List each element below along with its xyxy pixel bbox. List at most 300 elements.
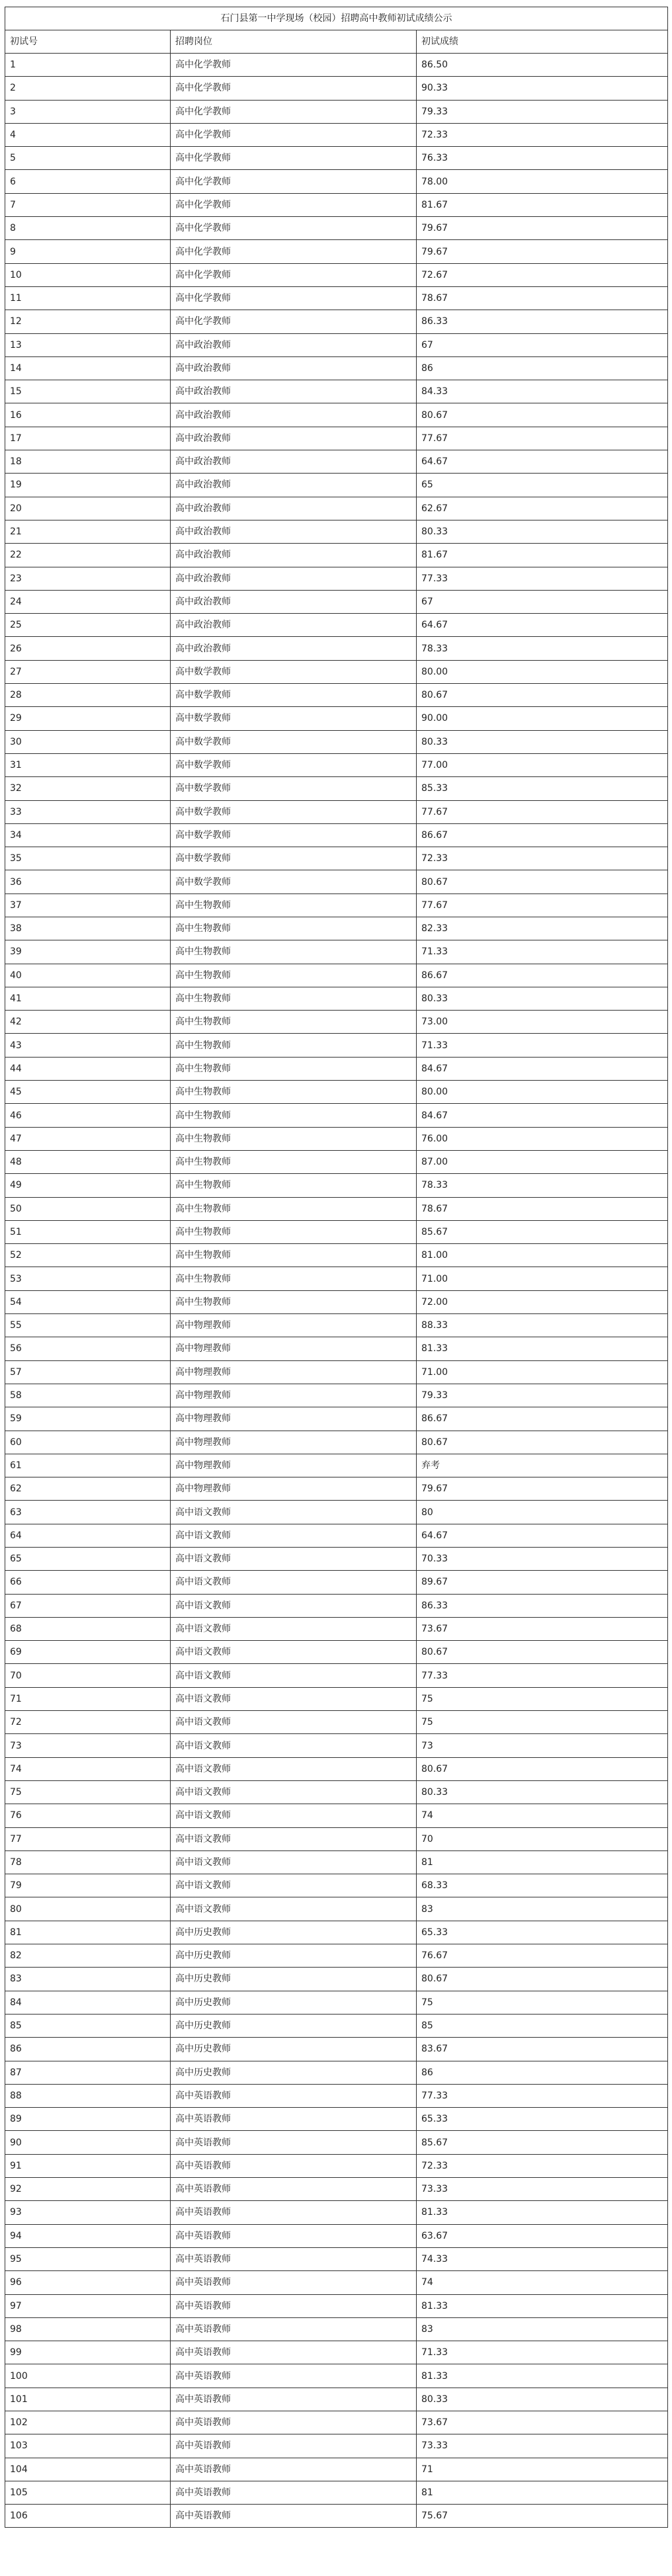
cell-exam-number: 85 — [5, 2014, 171, 2037]
cell-score: 90.33 — [417, 77, 668, 100]
cell-exam-number: 77 — [5, 1827, 171, 1850]
cell-score: 77.67 — [417, 427, 668, 450]
cell-position: 高中化学教师 — [171, 123, 417, 146]
table-row — [5, 356, 668, 380]
cell-exam-number: 94 — [5, 2224, 171, 2247]
table-row — [5, 2271, 668, 2294]
cell-position: 高中生物教师 — [171, 917, 417, 940]
cell-score: 84.67 — [417, 1057, 668, 1080]
cell-position: 高中英语教师 — [171, 2434, 417, 2458]
table-row — [5, 1897, 668, 1921]
cell-score: 81.00 — [417, 1244, 668, 1267]
table-row — [5, 2201, 668, 2224]
cell-score: 71.33 — [417, 2341, 668, 2364]
cell-position: 高中英语教师 — [171, 2084, 417, 2107]
table-row — [5, 2388, 668, 2411]
cell-exam-number: 6 — [5, 170, 171, 193]
cell-score: 83 — [417, 2317, 668, 2341]
cell-exam-number: 3 — [5, 100, 171, 123]
cell-position: 高中化学教师 — [171, 193, 417, 216]
cell-exam-number: 44 — [5, 1057, 171, 1080]
cell-exam-number: 35 — [5, 847, 171, 870]
cell-position: 高中政治教师 — [171, 614, 417, 637]
cell-score: 90.00 — [417, 707, 668, 730]
cell-score: 81.33 — [417, 2201, 668, 2224]
table-row — [5, 1150, 668, 1173]
cell-exam-number: 93 — [5, 2201, 171, 2224]
table-row — [5, 77, 668, 100]
table-row — [5, 987, 668, 1010]
cell-score: 86.33 — [417, 1594, 668, 1617]
cell-position: 高中生物教师 — [171, 1220, 417, 1243]
cell-score: 75.67 — [417, 2505, 668, 2528]
cell-position: 高中英语教师 — [171, 2201, 417, 2224]
table-row — [5, 1104, 668, 1127]
cell-score: 89.67 — [417, 1571, 668, 1594]
table-row — [5, 2038, 668, 2061]
cell-exam-number: 88 — [5, 2084, 171, 2107]
cell-position: 高中物理教师 — [171, 1337, 417, 1360]
cell-score: 71 — [417, 2458, 668, 2481]
cell-position: 高中语文教师 — [171, 1594, 417, 1617]
cell-exam-number: 18 — [5, 450, 171, 474]
cell-position: 高中化学教师 — [171, 263, 417, 286]
table-row — [5, 2014, 668, 2037]
cell-exam-number: 71 — [5, 1687, 171, 1710]
cell-position: 高中政治教师 — [171, 637, 417, 660]
cell-score: 73.33 — [417, 2434, 668, 2458]
cell-position: 高中英语教师 — [171, 2271, 417, 2294]
cell-position: 高中化学教师 — [171, 100, 417, 123]
cell-exam-number: 49 — [5, 1174, 171, 1197]
cell-position: 高中生物教师 — [171, 893, 417, 917]
cell-score: 77.00 — [417, 753, 668, 776]
cell-position: 高中物理教师 — [171, 1477, 417, 1501]
cell-score: 63.67 — [417, 2224, 668, 2247]
cell-position: 高中政治教师 — [171, 333, 417, 356]
cell-position: 高中英语教师 — [171, 2388, 417, 2411]
cell-score: 81 — [417, 1850, 668, 1874]
cell-position: 高中物理教师 — [171, 1360, 417, 1384]
cell-exam-number: 103 — [5, 2434, 171, 2458]
cell-score: 80.33 — [417, 987, 668, 1010]
cell-position: 高中英语教师 — [171, 2178, 417, 2201]
cell-position: 高中语文教师 — [171, 1711, 417, 1734]
cell-exam-number: 19 — [5, 474, 171, 497]
table-row — [5, 520, 668, 543]
table-row — [5, 1267, 668, 1290]
cell-exam-number: 81 — [5, 1921, 171, 1944]
cell-exam-number: 32 — [5, 777, 171, 800]
cell-exam-number: 54 — [5, 1290, 171, 1313]
table-row — [5, 474, 668, 497]
cell-score: 75 — [417, 1991, 668, 2014]
cell-score: 85.67 — [417, 1220, 668, 1243]
cell-position: 高中语文教师 — [171, 1734, 417, 1757]
table-row — [5, 660, 668, 683]
cell-score: 73.00 — [417, 1011, 668, 1034]
table-row — [5, 1384, 668, 1407]
cell-exam-number: 78 — [5, 1850, 171, 1874]
cell-score: 71.00 — [417, 1267, 668, 1290]
table-row — [5, 2434, 668, 2458]
cell-exam-number: 7 — [5, 193, 171, 216]
cell-exam-number: 42 — [5, 1011, 171, 1034]
cell-position: 高中化学教师 — [171, 147, 417, 170]
cell-position: 高中化学教师 — [171, 310, 417, 333]
cell-score: 80.67 — [417, 1968, 668, 1991]
cell-exam-number: 47 — [5, 1127, 171, 1150]
table-row — [5, 870, 668, 893]
cell-score: 80.67 — [417, 1641, 668, 1664]
table-row — [5, 590, 668, 613]
cell-position: 高中生物教师 — [171, 1267, 417, 1290]
cell-exam-number: 8 — [5, 217, 171, 240]
cell-score: 79.67 — [417, 217, 668, 240]
cell-score: 85.67 — [417, 2131, 668, 2154]
cell-exam-number: 28 — [5, 684, 171, 707]
cell-score: 79.67 — [417, 1477, 668, 1501]
table-row — [5, 1850, 668, 1874]
table-row — [5, 170, 668, 193]
cell-exam-number: 90 — [5, 2131, 171, 2154]
cell-exam-number: 5 — [5, 147, 171, 170]
table-row — [5, 893, 668, 917]
cell-score: 78.67 — [417, 286, 668, 310]
cell-position: 高中语文教师 — [171, 1757, 417, 1780]
table-row — [5, 707, 668, 730]
table-row — [5, 1991, 668, 2014]
cell-position: 高中英语教师 — [171, 2154, 417, 2177]
cell-position: 高中语文教师 — [171, 1524, 417, 1547]
cell-position: 高中生物教师 — [171, 1011, 417, 1034]
cell-exam-number: 51 — [5, 1220, 171, 1243]
cell-position: 高中数学教师 — [171, 870, 417, 893]
cell-exam-number: 84 — [5, 1991, 171, 2014]
cell-position: 高中政治教师 — [171, 403, 417, 427]
cell-position: 高中物理教师 — [171, 1314, 417, 1337]
table-row — [5, 1034, 668, 1057]
cell-exam-number: 12 — [5, 310, 171, 333]
cell-score: 73.67 — [417, 2411, 668, 2434]
cell-exam-number: 60 — [5, 1431, 171, 1454]
cell-score: 80.33 — [417, 730, 668, 753]
table-row — [5, 427, 668, 450]
cell-exam-number: 21 — [5, 520, 171, 543]
table-row — [5, 497, 668, 520]
cell-position: 高中数学教师 — [171, 660, 417, 683]
cell-score: 80.67 — [417, 684, 668, 707]
cell-score: 72.33 — [417, 123, 668, 146]
cell-score: 86.67 — [417, 1407, 668, 1431]
cell-exam-number: 26 — [5, 637, 171, 660]
cell-position: 高中英语教师 — [171, 2458, 417, 2481]
table-row — [5, 1804, 668, 1827]
cell-position: 高中历史教师 — [171, 2038, 417, 2061]
cell-score: 86.67 — [417, 964, 668, 987]
cell-exam-number: 102 — [5, 2411, 171, 2434]
table-row — [5, 217, 668, 240]
cell-position: 高中生物教师 — [171, 1174, 417, 1197]
cell-position: 高中化学教师 — [171, 54, 417, 77]
table-row — [5, 1127, 668, 1150]
cell-position: 高中数学教师 — [171, 730, 417, 753]
cell-exam-number: 69 — [5, 1641, 171, 1664]
cell-score: 75 — [417, 1687, 668, 1710]
cell-score: 76.33 — [417, 147, 668, 170]
cell-position: 高中生物教师 — [171, 940, 417, 964]
cell-score: 79.33 — [417, 1384, 668, 1407]
table-row — [5, 1360, 668, 1384]
cell-exam-number: 101 — [5, 2388, 171, 2411]
cell-score: 70 — [417, 1827, 668, 1850]
cell-exam-number: 92 — [5, 2178, 171, 2201]
cell-position: 高中政治教师 — [171, 520, 417, 543]
cell-score: 76.67 — [417, 1944, 668, 1968]
cell-exam-number: 79 — [5, 1874, 171, 1897]
table-row — [5, 100, 668, 123]
cell-score: 70.33 — [417, 1548, 668, 1571]
cell-score: 79.33 — [417, 100, 668, 123]
cell-exam-number: 66 — [5, 1571, 171, 1594]
cell-exam-number: 56 — [5, 1337, 171, 1360]
cell-exam-number: 96 — [5, 2271, 171, 2294]
table-row — [5, 450, 668, 474]
cell-exam-number: 1 — [5, 54, 171, 77]
cell-position: 高中语文教师 — [171, 1548, 417, 1571]
table-row — [5, 1594, 668, 1617]
cell-position: 高中化学教师 — [171, 170, 417, 193]
cell-exam-number: 17 — [5, 427, 171, 450]
cell-score: 85 — [417, 2014, 668, 2037]
cell-score: 72.00 — [417, 1290, 668, 1313]
cell-position: 高中政治教师 — [171, 380, 417, 403]
cell-exam-number: 74 — [5, 1757, 171, 1780]
cell-exam-number: 27 — [5, 660, 171, 683]
cell-score: 74 — [417, 1804, 668, 1827]
cell-exam-number: 13 — [5, 333, 171, 356]
table-row — [5, 1734, 668, 1757]
cell-exam-number: 83 — [5, 1968, 171, 1991]
cell-position: 高中政治教师 — [171, 474, 417, 497]
cell-score: 73.33 — [417, 2178, 668, 2201]
cell-score: 77.33 — [417, 567, 668, 590]
table-row — [5, 1244, 668, 1267]
cell-exam-number: 87 — [5, 2061, 171, 2084]
cell-exam-number: 70 — [5, 1664, 171, 1687]
table-row — [5, 1501, 668, 1524]
cell-score: 80.67 — [417, 403, 668, 427]
cell-position: 高中英语教师 — [171, 2411, 417, 2434]
table-row — [5, 1057, 668, 1080]
cell-position: 高中历史教师 — [171, 1991, 417, 2014]
cell-score: 83.67 — [417, 2038, 668, 2061]
table-row — [5, 2294, 668, 2317]
cell-position: 高中语文教师 — [171, 1664, 417, 1687]
table-row — [5, 1641, 668, 1664]
cell-score: 67 — [417, 590, 668, 613]
cell-exam-number: 57 — [5, 1360, 171, 1384]
table-row — [5, 2341, 668, 2364]
table-row — [5, 1337, 668, 1360]
table-row — [5, 917, 668, 940]
table-row — [5, 1968, 668, 1991]
cell-score: 62.67 — [417, 497, 668, 520]
table-row — [5, 2224, 668, 2247]
cell-exam-number: 4 — [5, 123, 171, 146]
cell-position: 高中历史教师 — [171, 2061, 417, 2084]
cell-score: 80.00 — [417, 1081, 668, 1104]
cell-score: 86 — [417, 2061, 668, 2084]
cell-score: 86.67 — [417, 823, 668, 847]
cell-position: 高中英语教师 — [171, 2364, 417, 2388]
table-row — [5, 1711, 668, 1734]
table-row — [5, 1944, 668, 1968]
cell-exam-number: 31 — [5, 753, 171, 776]
cell-exam-number: 62 — [5, 1477, 171, 1501]
cell-exam-number: 64 — [5, 1524, 171, 1547]
cell-position: 高中英语教师 — [171, 2341, 417, 2364]
cell-position: 高中生物教师 — [171, 1104, 417, 1127]
cell-score: 71.33 — [417, 1034, 668, 1057]
cell-score: 74 — [417, 2271, 668, 2294]
cell-position: 高中语文教师 — [171, 1641, 417, 1664]
table-row — [5, 614, 668, 637]
table-row — [5, 940, 668, 964]
cell-position: 高中语文教师 — [171, 1617, 417, 1640]
cell-exam-number: 45 — [5, 1081, 171, 1104]
cell-exam-number: 91 — [5, 2154, 171, 2177]
cell-exam-number: 61 — [5, 1454, 171, 1477]
cell-position: 高中政治教师 — [171, 544, 417, 567]
cell-position: 高中英语教师 — [171, 2294, 417, 2317]
cell-position: 高中语文教师 — [171, 1780, 417, 1804]
cell-exam-number: 52 — [5, 1244, 171, 1267]
cell-score: 81.33 — [417, 2294, 668, 2317]
cell-position: 高中生物教师 — [171, 1034, 417, 1057]
table-title-row — [5, 7, 668, 30]
header-position: 招聘岗位 — [171, 30, 417, 54]
table-row — [5, 2247, 668, 2270]
table-row — [5, 147, 668, 170]
cell-exam-number: 53 — [5, 1267, 171, 1290]
cell-exam-number: 39 — [5, 940, 171, 964]
cell-exam-number: 55 — [5, 1314, 171, 1337]
cell-score: 81.67 — [417, 193, 668, 216]
cell-score: 79.67 — [417, 240, 668, 263]
cell-exam-number: 72 — [5, 1711, 171, 1734]
cell-exam-number: 86 — [5, 2038, 171, 2061]
cell-exam-number: 23 — [5, 567, 171, 590]
table-row — [5, 1290, 668, 1313]
table-row — [5, 800, 668, 823]
table-row — [5, 380, 668, 403]
cell-exam-number: 46 — [5, 1104, 171, 1127]
cell-score: 72.67 — [417, 263, 668, 286]
cell-exam-number: 11 — [5, 286, 171, 310]
cell-exam-number: 58 — [5, 1384, 171, 1407]
table-row — [5, 1431, 668, 1454]
cell-score: 82.33 — [417, 917, 668, 940]
cell-position: 高中语文教师 — [171, 1874, 417, 1897]
cell-score: 80.67 — [417, 1431, 668, 1454]
cell-score: 86.33 — [417, 310, 668, 333]
table-row — [5, 310, 668, 333]
cell-exam-number: 63 — [5, 1501, 171, 1524]
cell-position: 高中物理教师 — [171, 1384, 417, 1407]
cell-exam-number: 40 — [5, 964, 171, 987]
cell-position: 高中数学教师 — [171, 707, 417, 730]
table-row — [5, 1011, 668, 1034]
cell-position: 高中历史教师 — [171, 1968, 417, 1991]
table-row — [5, 403, 668, 427]
cell-position: 高中政治教师 — [171, 427, 417, 450]
cell-exam-number: 75 — [5, 1780, 171, 1804]
cell-exam-number: 36 — [5, 870, 171, 893]
table-row — [5, 263, 668, 286]
cell-position: 高中语文教师 — [171, 1850, 417, 1874]
cell-score: 77.67 — [417, 800, 668, 823]
table-row — [5, 1174, 668, 1197]
cell-position: 高中语文教师 — [171, 1827, 417, 1850]
cell-position: 高中物理教师 — [171, 1454, 417, 1477]
cell-score: 77.67 — [417, 893, 668, 917]
cell-exam-number: 50 — [5, 1197, 171, 1220]
cell-exam-number: 95 — [5, 2247, 171, 2270]
scores-table — [5, 7, 668, 2528]
cell-position: 高中语文教师 — [171, 1804, 417, 1827]
cell-score: 84.67 — [417, 1104, 668, 1127]
cell-position: 高中语文教师 — [171, 1571, 417, 1594]
table-row — [5, 123, 668, 146]
table-row — [5, 2154, 668, 2177]
cell-position: 高中历史教师 — [171, 1944, 417, 1968]
cell-score: 83 — [417, 1897, 668, 1921]
cell-position: 高中英语教师 — [171, 2108, 417, 2131]
cell-score: 81 — [417, 2481, 668, 2504]
cell-position: 高中英语教师 — [171, 2131, 417, 2154]
cell-exam-number: 9 — [5, 240, 171, 263]
cell-position: 高中数学教师 — [171, 800, 417, 823]
table-row — [5, 684, 668, 707]
table-row — [5, 240, 668, 263]
cell-exam-number: 59 — [5, 1407, 171, 1431]
cell-position: 高中英语教师 — [171, 2505, 417, 2528]
cell-position: 高中政治教师 — [171, 567, 417, 590]
cell-score: 67 — [417, 333, 668, 356]
table-row — [5, 544, 668, 567]
cell-score: 76.00 — [417, 1127, 668, 1150]
table-row — [5, 54, 668, 77]
cell-score: 78.33 — [417, 1174, 668, 1197]
cell-position: 高中生物教师 — [171, 1197, 417, 1220]
table-row — [5, 637, 668, 660]
cell-position: 高中物理教师 — [171, 1407, 417, 1431]
cell-score: 65.33 — [417, 1921, 668, 1944]
cell-score: 78.67 — [417, 1197, 668, 1220]
cell-score: 80.00 — [417, 660, 668, 683]
cell-score: 80.33 — [417, 520, 668, 543]
cell-exam-number: 29 — [5, 707, 171, 730]
cell-position: 高中政治教师 — [171, 590, 417, 613]
table-row — [5, 1524, 668, 1547]
table-row — [5, 2458, 668, 2481]
cell-exam-number: 24 — [5, 590, 171, 613]
cell-exam-number: 16 — [5, 403, 171, 427]
cell-exam-number: 100 — [5, 2364, 171, 2388]
header-score: 初试成绩 — [417, 30, 668, 54]
cell-exam-number: 37 — [5, 893, 171, 917]
